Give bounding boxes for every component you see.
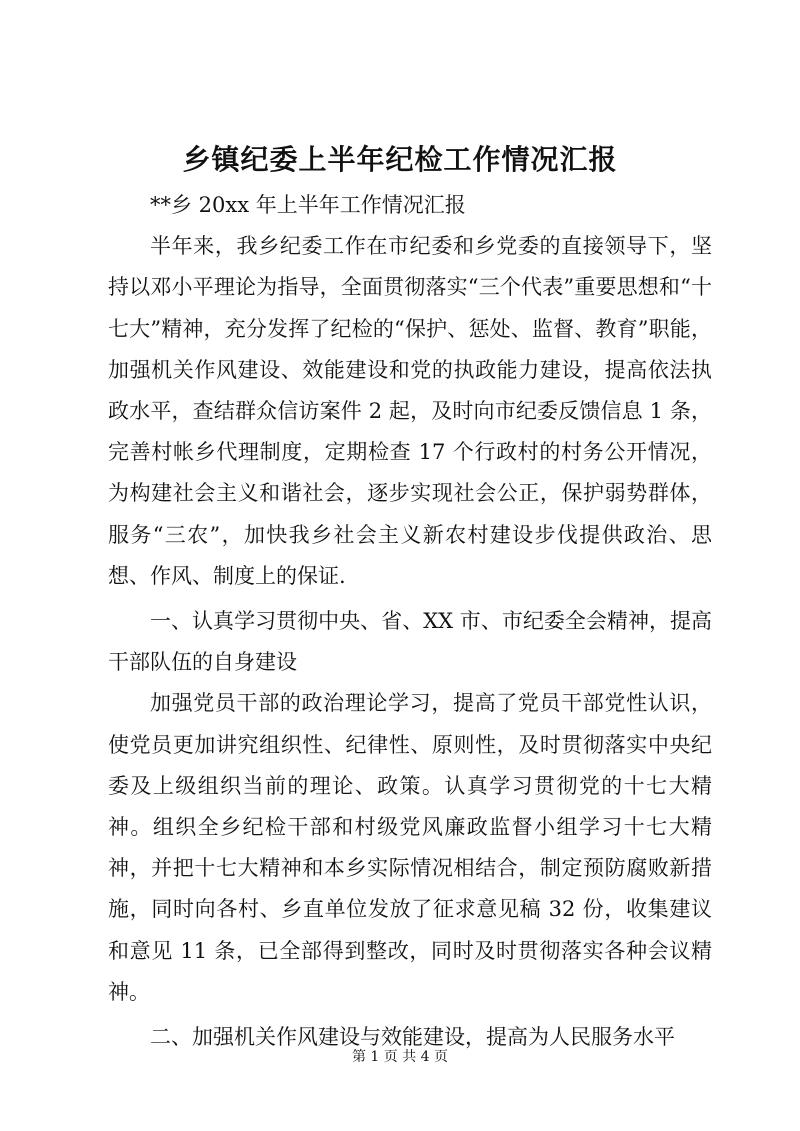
page-footer: 第 1 页 共 4 页 xyxy=(351,1049,449,1065)
document-subtitle: **乡 20xx 年上半年工作情况汇报 xyxy=(150,193,466,217)
paragraph-section-1: 加强党员干部的政治理论学习，提高了党员干部党性认识，使党员更加讲究组织性、纪律性、原则性，及时贯彻落实中央纪委及上级组织当前的理论、政策。认真学习贯彻党的十七大精神。组织全乡纪检干部和村级党风廉政监督小组学习十七大精神，并把十七大精神和本乡实际情况相结合，制定预防腐败新措施，同时向各村、乡直单位发放了征求意见稿 32 份，收集建议和意见 11 条，已全部得到整改，同时及时贯彻落实各种会议精神。 xyxy=(108,691,712,1004)
section-heading-2: 二、加强机关作风建设与效能建设，提高为人民服务水平 xyxy=(150,1025,675,1050)
document-body xyxy=(108,185,712,1058)
section-heading-1: 一、认真学习贯彻中央、省、XX 市、市纪委全会精神，提高干部队伍的自身建设 xyxy=(108,609,712,675)
document-title: 乡镇纪委上半年纪检工作情况汇报 xyxy=(182,143,618,176)
paragraph-summary: 半年来，我乡纪委工作在市纪委和乡党委的直接领导下，坚持以邓小平理论为指导，全面贯彻落实“三个代表”重要思想和“十七大”精神，充分发挥了纪检的“保护、惩处、监督、教育”职能，加强机关作风建设、效能建设和党的执政能力建设，提高依法执政水平，查结群众信访案件 2 起，及时向市纪委反馈信息 1 条，完善村帐乡代理制度，定期检查 17 个行政村的村务公开情况，为构建社会主义和谐社会，逐步实现社会公正，保护弱势群体，服务“三农”，加快我乡社会主义新农村建设步伐提供政治、思想、作风、制度上的保证. xyxy=(108,234,712,588)
